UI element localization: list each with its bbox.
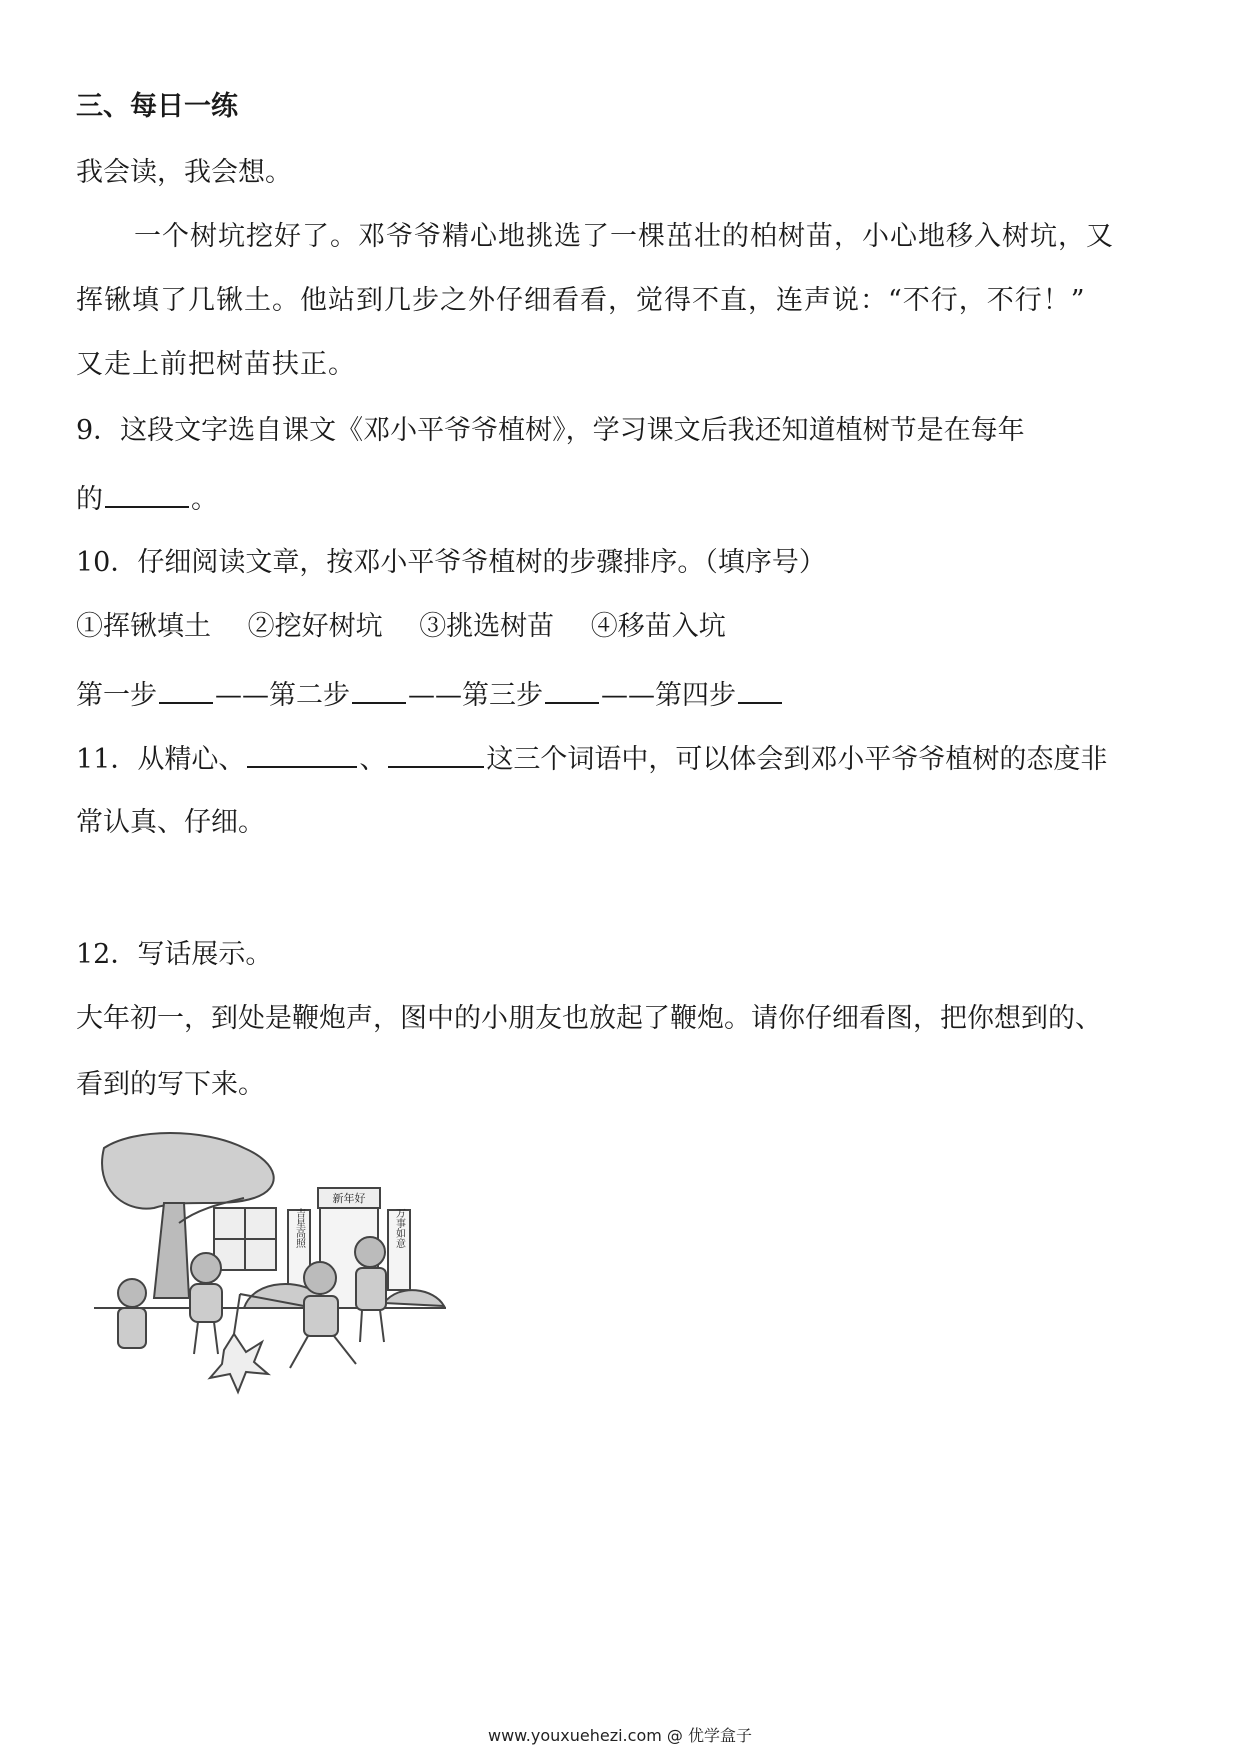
passage-line-2: 挥锹填了几锹土。他站到几步之外仔细看看，觉得不直，连声说：“不行，不行！”: [76, 285, 1086, 316]
step-2-blank[interactable]: [352, 676, 406, 704]
option-3: ③挑选树苗: [419, 611, 555, 642]
option-4: ④移苗入坑: [590, 611, 726, 642]
right-couplet: 万事如意: [393, 1208, 405, 1248]
option-1: ①挥锹填土: [76, 611, 211, 642]
step-1-label: 第一步: [76, 680, 157, 711]
question-10-steps: [76, 676, 784, 713]
question-9-answer-line: [76, 480, 218, 517]
intro-text: 我会读，我会想。: [76, 157, 292, 188]
question-10-options: [76, 610, 726, 644]
question-10: 10．仔细阅读文章，按邓小平爷爷植树的步骤排序。（填序号）: [76, 547, 826, 578]
footer-watermark: www.youxuehezi.com @ 优学盒子: [488, 1726, 752, 1745]
door-sign: 新年好: [332, 1192, 366, 1205]
passage-line-3: 又走上前把树苗扶正。: [76, 349, 356, 380]
question-9-suffix: 。: [191, 484, 218, 515]
question-11-blank-1[interactable]: [247, 740, 357, 768]
left-couplet: 吉星高照: [293, 1208, 305, 1248]
question-11-continued: 常认真、仔细。: [76, 807, 265, 838]
question-9-blank[interactable]: [105, 480, 189, 508]
question-12: 12．写话展示。: [76, 939, 273, 970]
step-4-label: ——第四步: [601, 680, 736, 711]
passage-line-1: 一个树坑挖好了。邓爷爷精心地挑选了一棵茁壮的柏树苗，小心地移入树坑，又: [134, 221, 1114, 252]
question-12-prompt-1: 大年初一，到处是鞭炮声，图中的小朋友也放起了鞭炮。请你仔细看图，把你想到的、: [76, 1003, 1102, 1034]
step-4-blank[interactable]: [738, 676, 782, 704]
option-2: ②挖好树坑: [247, 611, 383, 642]
step-1-blank[interactable]: [159, 676, 213, 704]
section-title: 三、每日一练: [76, 91, 238, 122]
step-3-label: ——第三步: [408, 680, 543, 711]
firecracker-illustration: [94, 1128, 446, 1404]
question-12-prompt-2: 看到的写下来。: [76, 1069, 265, 1100]
question-11-blank-2[interactable]: [388, 740, 484, 768]
question-11-text: 这三个词语中，可以体会到邓小平爷爷植树的态度非: [486, 744, 1108, 775]
question-9-prefix: 的: [76, 484, 103, 515]
question-11-separator: 、: [359, 744, 387, 775]
question-9: 9．这段文字选自课文《邓小平爷爷植树》，学习课文后我还知道植树节是在每年: [76, 415, 1025, 446]
step-3-blank[interactable]: [545, 676, 599, 704]
question-11: [76, 740, 1107, 777]
step-2-label: ——第二步: [215, 680, 350, 711]
question-11-prefix: 11．从精心、: [76, 744, 246, 775]
